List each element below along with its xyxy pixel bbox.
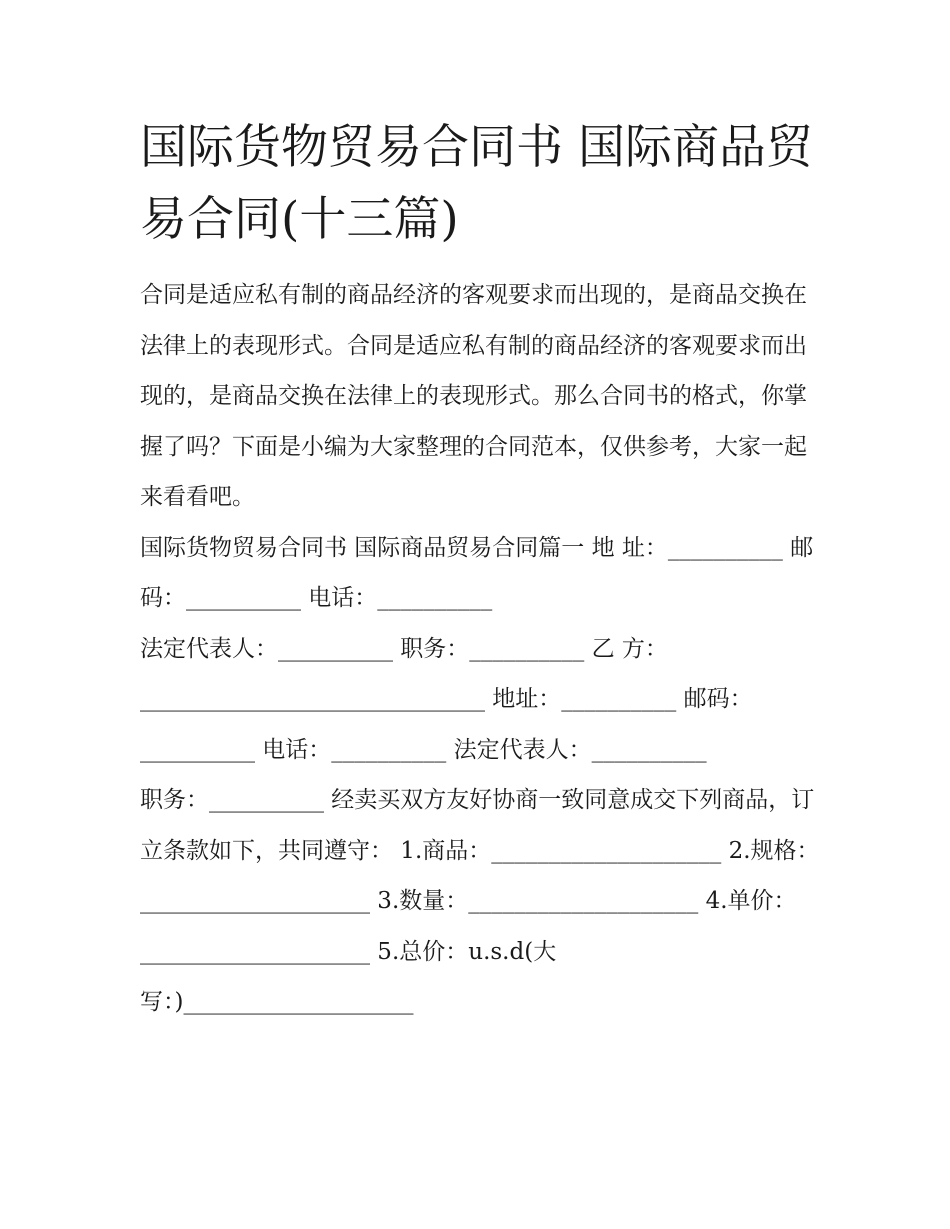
- contract-paragraph-3: 职务：__________ 经卖买双方友好协商一致同意成交下列商品，订立条款如下，共同遵守： 1.商品：____________________ 2.规格：____________________ 3.数量：____________________ 4.单价：____________________ 5.总价：u.s.d(大写：)____________________: [140, 787, 820, 1015]
- document-title: 国际货物贸易合同书 国际商品贸易合同(十三篇): [140, 120, 813, 247]
- contract-paragraph-1: 国际货物贸易合同书 国际商品贸易合同篇一 地 址：__________ 邮码：__________ 电话：__________: [140, 534, 814, 611]
- document-body: [140, 270, 820, 1028]
- intro-paragraph: 合同是适应私有制的商品经济的客观要求而出现的，是商品交换在法律上的表现形式。合同是适应私有制的商品经济的客观要求而出现的，是商品交换在法律上的表现形式。那么合同书的格式，你掌握了吗？下面是小编为大家整理的合同范本，仅供参考，大家一起来看看吧。: [140, 282, 807, 510]
- document-page: [140, 112, 820, 1028]
- contract-paragraph-2: 法定代表人：__________ 职务：__________ 乙 方：______________________________ 地址：__________ 邮码：__________ 电话：__________ 法定代表人：__________: [140, 635, 753, 763]
